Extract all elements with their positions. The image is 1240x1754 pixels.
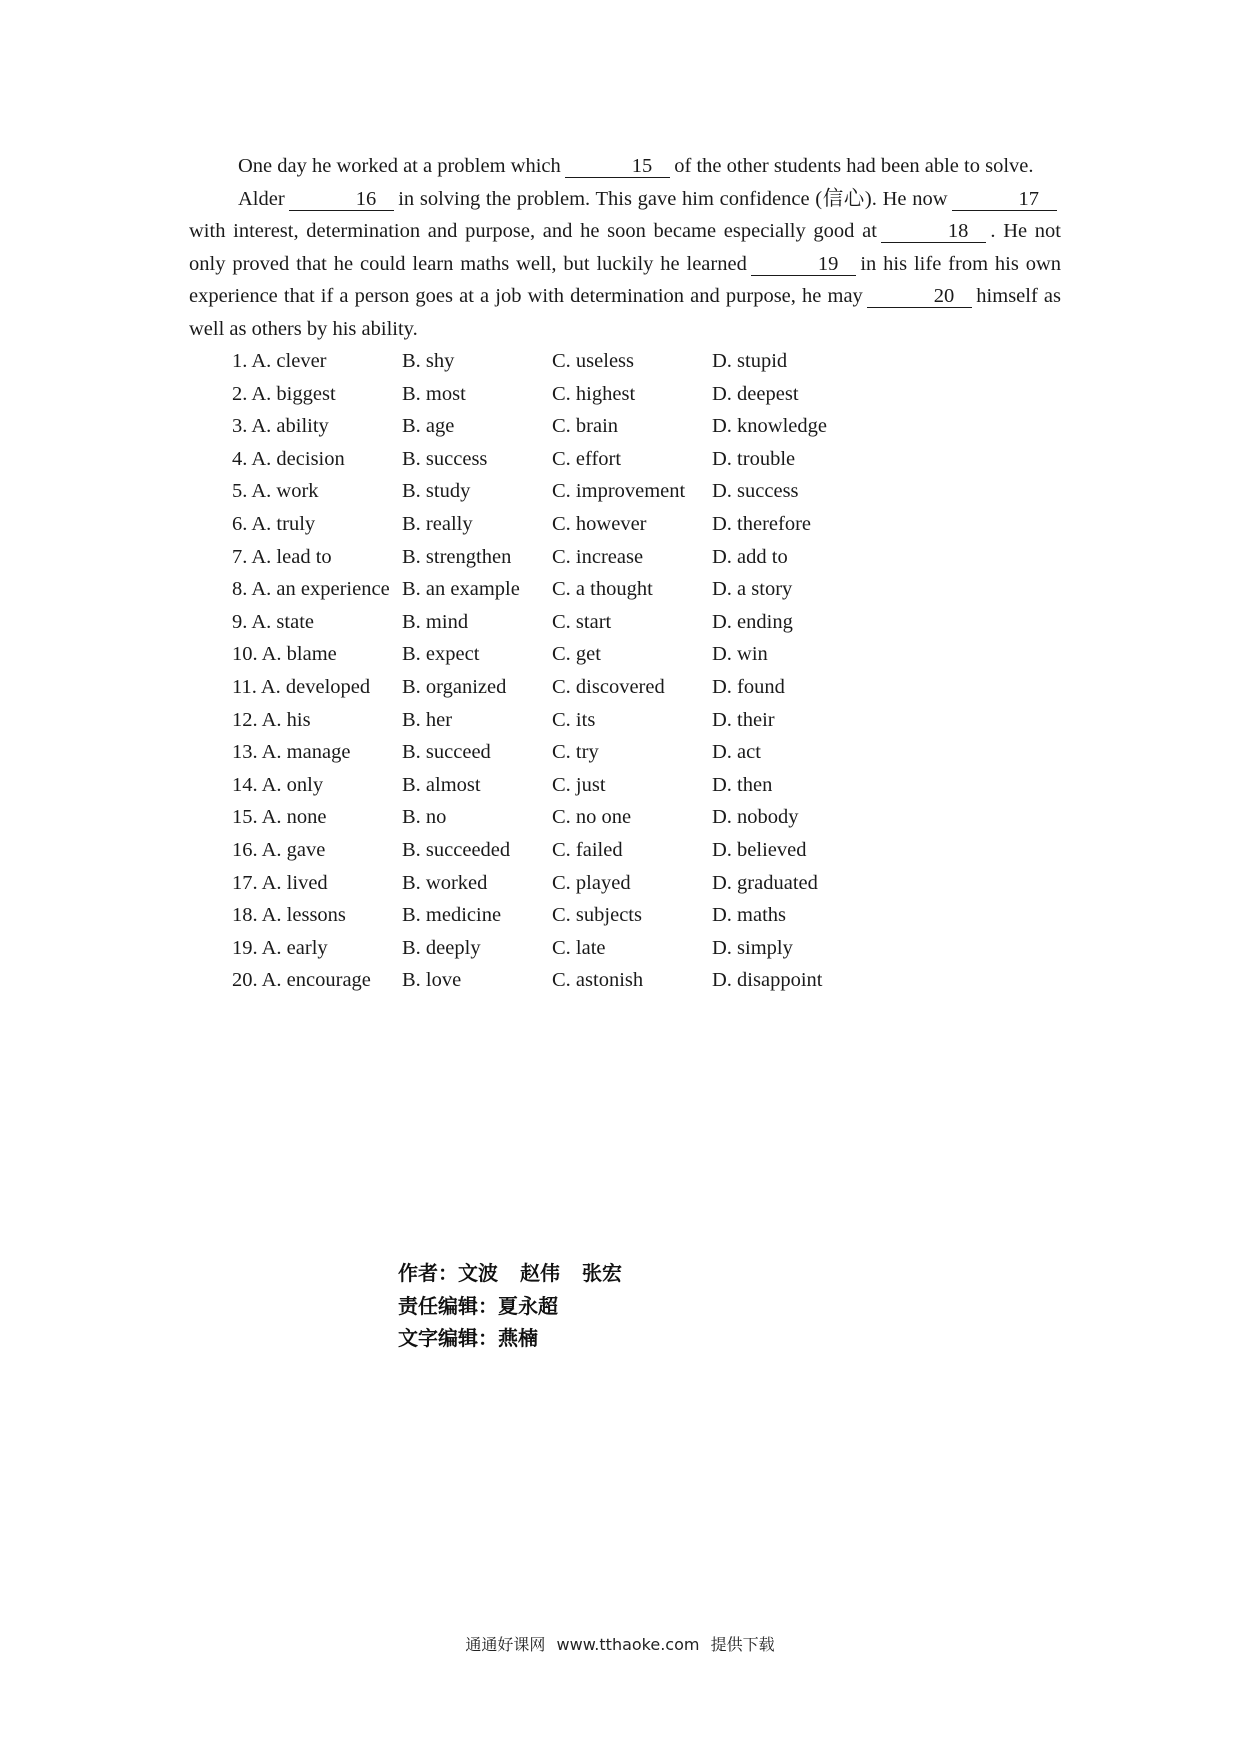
text-editor-label: 文字编辑： (398, 1326, 498, 1350)
option-b: B. love (402, 969, 462, 992)
option-b: B. worked (402, 871, 488, 894)
passage-text: in solving the problem. This gave him confidence (信心). He now (398, 187, 948, 210)
question-row-5 (232, 475, 872, 508)
footer-url[interactable]: www.tthaoke.com (556, 1635, 700, 1654)
question-row-15 (232, 801, 872, 834)
option-b: B. her (402, 708, 453, 731)
question-row-7 (232, 541, 872, 574)
page-footer (0, 1632, 1240, 1655)
option-d: D. nobody (712, 806, 799, 829)
option-a: 16. A. gave (232, 838, 326, 861)
option-b: B. mind (402, 610, 469, 633)
option-c: C. failed (552, 838, 623, 861)
passage-text: One day he worked at a problem which (238, 155, 561, 177)
answer-options (232, 345, 872, 997)
option-d: D. ending (712, 610, 793, 633)
option-b: B. most (402, 382, 466, 405)
option-b: B. organized (402, 675, 507, 698)
option-a: 14. A. only (232, 773, 324, 796)
blank-20: 20 (867, 285, 973, 308)
blank-15: 15 (565, 155, 671, 178)
option-c: C. get (552, 643, 601, 666)
text-editor-name: 燕楠 (498, 1326, 538, 1350)
author-name: 张宏 (582, 1261, 622, 1285)
option-a: 10. A. blame (232, 643, 337, 666)
option-d: D. therefore (712, 512, 812, 535)
credits-block (398, 1257, 622, 1355)
option-b: B. succeeded (402, 838, 511, 861)
passage-text: himself as well as others by his ability. (189, 285, 1061, 340)
question-row-8 (232, 573, 872, 606)
author-name: 赵伟 (520, 1261, 560, 1285)
option-b: B. expect (402, 643, 480, 666)
option-d: D. knowledge (712, 415, 828, 438)
option-a: 6. A. truly (232, 512, 316, 535)
option-b: B. strengthen (402, 545, 512, 568)
option-b: B. no (402, 806, 447, 829)
option-c: C. discovered (552, 675, 665, 698)
option-d: D. simply (712, 936, 793, 959)
author-line (398, 1257, 622, 1290)
author-name: 文波 (458, 1261, 498, 1285)
text-editor-line (398, 1322, 622, 1355)
option-a: 15. A. none (232, 806, 327, 829)
question-row-12 (232, 704, 872, 737)
question-row-10 (232, 638, 872, 671)
option-a: 3. A. ability (232, 415, 329, 438)
option-c: C. highest (552, 382, 636, 405)
passage-text: with interest, determination and purpose, and he soon became especially good at (189, 220, 877, 243)
option-c: C. brain (552, 415, 619, 438)
option-d: D. deepest (712, 382, 799, 405)
option-b: B. age (402, 415, 455, 438)
option-a: 2. A. biggest (232, 382, 336, 405)
option-d: D. success (712, 480, 799, 503)
blank-16: 16 (289, 188, 395, 211)
passage-paragraph-2 (189, 183, 1061, 346)
option-d: D. graduated (712, 871, 818, 894)
passage-text: . He not only proved that he could learn maths well, but luckily he learned (189, 220, 1061, 275)
question-row-1 (232, 345, 872, 378)
option-b: B. really (402, 512, 473, 535)
option-a: 1. A. clever (232, 350, 327, 372)
option-d: D. a story (712, 578, 793, 601)
question-row-9 (232, 606, 872, 639)
option-c: C. its (552, 708, 596, 731)
question-row-13 (232, 736, 872, 769)
footer-site-name: 通通好课网 (465, 1635, 546, 1654)
option-a: 20. A. encourage (232, 969, 371, 992)
option-b: B. deeply (402, 936, 481, 959)
question-row-20 (232, 964, 872, 997)
option-d: D. win (712, 643, 768, 666)
passage-paragraph-1 (189, 150, 1061, 183)
option-a: 17. A. lived (232, 871, 328, 894)
option-a: 9. A. state (232, 610, 314, 633)
option-a: 12. A. his (232, 708, 311, 731)
option-c: C. just (552, 773, 606, 796)
question-row-18 (232, 899, 872, 932)
blank-18: 18 (881, 220, 987, 243)
question-row-4 (232, 443, 872, 476)
option-d: D. add to (712, 545, 788, 568)
option-c: C. start (552, 610, 612, 633)
blank-17: 17 (952, 188, 1058, 211)
option-b: B. study (402, 480, 471, 503)
passage-text: Alder (238, 187, 285, 210)
option-c: C. try (552, 741, 599, 764)
option-a: 19. A. early (232, 936, 328, 959)
option-d: D. believed (712, 838, 807, 861)
option-b: B. success (402, 447, 488, 470)
option-a: 4. A. decision (232, 447, 345, 470)
option-c: C. however (552, 512, 647, 535)
question-row-17 (232, 867, 872, 900)
option-c: C. no one (552, 806, 632, 829)
editor-line (398, 1290, 622, 1323)
option-c: C. increase (552, 545, 644, 568)
question-row-3 (232, 410, 872, 443)
option-b: B. medicine (402, 904, 502, 927)
question-row-16 (232, 834, 872, 867)
option-d: D. act (712, 741, 761, 764)
option-d: D. then (712, 773, 773, 796)
option-b: B. an example (402, 578, 520, 601)
question-row-6 (232, 508, 872, 541)
option-d: D. disappoint (712, 969, 823, 992)
option-c: C. useless (552, 350, 634, 372)
option-d: D. stupid (712, 350, 788, 372)
option-a: 8. A. an experience (232, 578, 390, 601)
option-c: C. subjects (552, 904, 642, 927)
option-c: C. late (552, 936, 606, 959)
blank-19: 19 (751, 253, 857, 276)
passage-text: in his life from his own experience that if a person goes at a job with determination and purpose, he may (189, 252, 1062, 308)
question-row-11 (232, 671, 872, 704)
option-c: C. played (552, 871, 631, 894)
passage-text: of the other students had been able to solve. (674, 155, 1034, 177)
option-c: C. improvement (552, 480, 686, 503)
footer-suffix: 提供下载 (710, 1635, 775, 1654)
option-c: C. a thought (552, 578, 653, 601)
cloze-passage (189, 150, 1061, 346)
option-a: 13. A. manage (232, 741, 351, 764)
editor-name: 夏永超 (498, 1293, 558, 1318)
option-a: 18. A. lessons (232, 904, 346, 927)
option-b: B. almost (402, 773, 481, 796)
question-row-14 (232, 769, 872, 802)
option-d: D. found (712, 675, 785, 698)
question-row-19 (232, 932, 872, 965)
option-a: 7. A. lead to (232, 545, 332, 568)
option-c: C. effort (552, 447, 622, 470)
option-b: B. succeed (402, 741, 491, 764)
option-c: C. astonish (552, 969, 644, 992)
option-d: D. their (712, 708, 775, 731)
option-d: D. maths (712, 904, 787, 927)
option-b: B. shy (402, 350, 455, 372)
author-label: 作者： (398, 1261, 458, 1285)
option-a: 5. A. work (232, 480, 319, 503)
option-a: 11. A. developed (232, 675, 371, 698)
option-d: D. trouble (712, 447, 796, 470)
editor-label: 责任编辑： (398, 1293, 498, 1318)
question-row-2 (232, 378, 872, 411)
